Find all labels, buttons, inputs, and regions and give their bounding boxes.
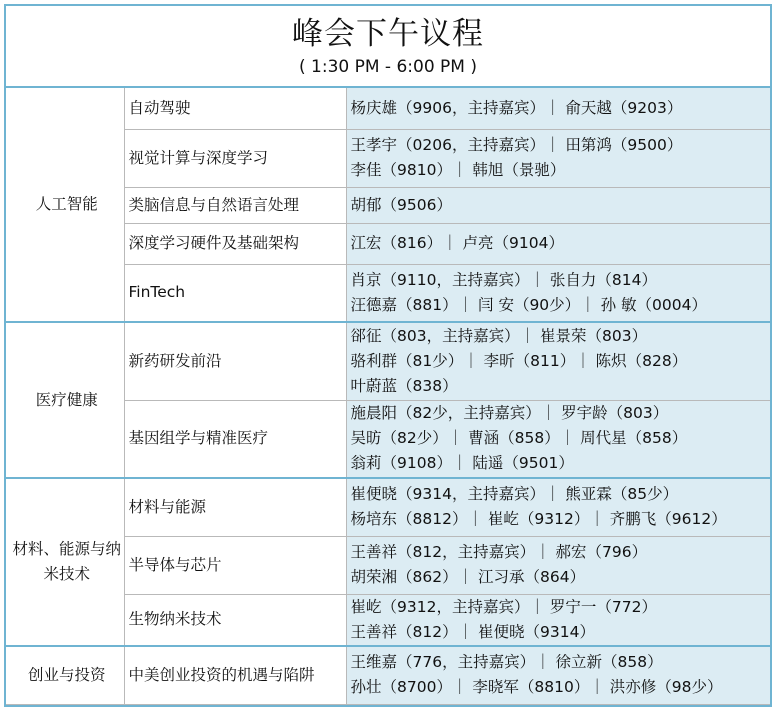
speakers-cell [346, 223, 770, 264]
speaker-line: 崔屹（9312，主持嘉宾）｜ 罗宁一（772） [350, 597, 657, 616]
category-cell: 医疗健康 [6, 322, 124, 478]
speaker-line: 汪德嘉（881）｜ 闫 安（90少）｜ 孙 敏（0004） [350, 295, 707, 314]
session-row [6, 322, 770, 400]
topic-cell: 深度学习硬件及基础架构 [124, 223, 346, 264]
session-row [6, 478, 770, 536]
speakers-cell [346, 187, 770, 223]
agenda-document [4, 4, 772, 707]
time-range: ( 1:30 PM - 6:00 PM ) [298, 57, 477, 77]
speaker-line: 胡郁（9506） [350, 195, 452, 214]
agenda-table [6, 88, 770, 705]
topic-cell: FinTech [124, 264, 346, 322]
topic-cell: 基因组学与精准医疗 [124, 400, 346, 478]
topic-cell: 生物纳米技术 [124, 594, 346, 646]
speaker-line: 江宏（816）｜ 卢亮（9104） [350, 234, 564, 252]
topic-cell: 中美创业投资的机遇与陷阱 [124, 646, 346, 705]
page-title: 峰会下午议程 [292, 16, 484, 52]
session-row [6, 646, 770, 705]
speaker-line: 李佳（9810）｜ 韩旭（景驰） [350, 161, 566, 179]
speaker-line: 王善祥（812）｜ 崔便晓（9314） [350, 622, 595, 641]
speaker-line: 翁莉（9108）｜ 陆遥（9501） [350, 454, 574, 473]
speakers-cell [346, 129, 770, 187]
speakers-cell [346, 264, 770, 322]
category-cell: 人工智能 [6, 88, 124, 322]
speakers-cell [346, 478, 770, 536]
speakers-cell [346, 646, 770, 705]
speaker-line: 杨培东（8812）｜ 崔屹（9312）｜ 齐鹏飞（9612） [350, 510, 727, 529]
speaker-line: 施晨阳（82少，主持嘉宾）｜ 罗宇龄（803） [350, 404, 669, 423]
speaker-line: 孙壮（8700）｜ 李晓军（8810）｜ 洪亦修（98少） [350, 678, 723, 697]
speaker-line: 郤征（803，主持嘉宾）｜ 崔景荣（803） [350, 326, 648, 345]
topic-cell: 类脑信息与自然语言处理 [124, 187, 346, 223]
topic-cell: 自动驾驶 [124, 88, 346, 129]
speaker-line: 王善祥（812，主持嘉宾）｜ 郝宏（796） [350, 543, 648, 561]
speaker-line: 杨庆雄（9906，主持嘉宾）｜ 俞天越（9203） [350, 98, 683, 117]
speaker-line: 肖京（9110，主持嘉宾）｜ 张自力（814） [350, 270, 657, 289]
topic-cell: 新药研发前沿 [124, 322, 346, 400]
category-cell: 材料、能源与纳米技术 [6, 478, 124, 646]
speakers-cell [346, 536, 770, 594]
speakers-cell [346, 88, 770, 129]
speaker-line: 胡荣湘（862）｜ 江习承（864） [350, 568, 586, 586]
speaker-line: 叶蔚蓝（838） [350, 376, 458, 395]
speaker-line: 骆利群（81少）｜ 李昕（811）｜ 陈炽（828） [350, 351, 688, 370]
session-row [6, 88, 770, 129]
speaker-line: 崔便晓（9314，主持嘉宾）｜ 熊亚霖（85少） [350, 485, 679, 504]
speakers-cell [346, 322, 770, 400]
speaker-line: 吴昉（82少）｜ 曹涵（858）｜ 周代星（858） [350, 429, 688, 448]
speaker-line: 王孝宇（0206，主持嘉宾）｜ 田第鸿（9500） [350, 136, 683, 154]
category-cell: 创业与投资 [6, 646, 124, 705]
speaker-line: 王维嘉（776，主持嘉宾）｜ 徐立新（858） [350, 653, 663, 672]
topic-cell: 视觉计算与深度学习 [124, 129, 346, 187]
speakers-cell [346, 594, 770, 646]
header [6, 6, 770, 88]
topic-cell: 材料与能源 [124, 478, 346, 536]
speakers-cell [346, 400, 770, 478]
topic-cell: 半导体与芯片 [124, 536, 346, 594]
